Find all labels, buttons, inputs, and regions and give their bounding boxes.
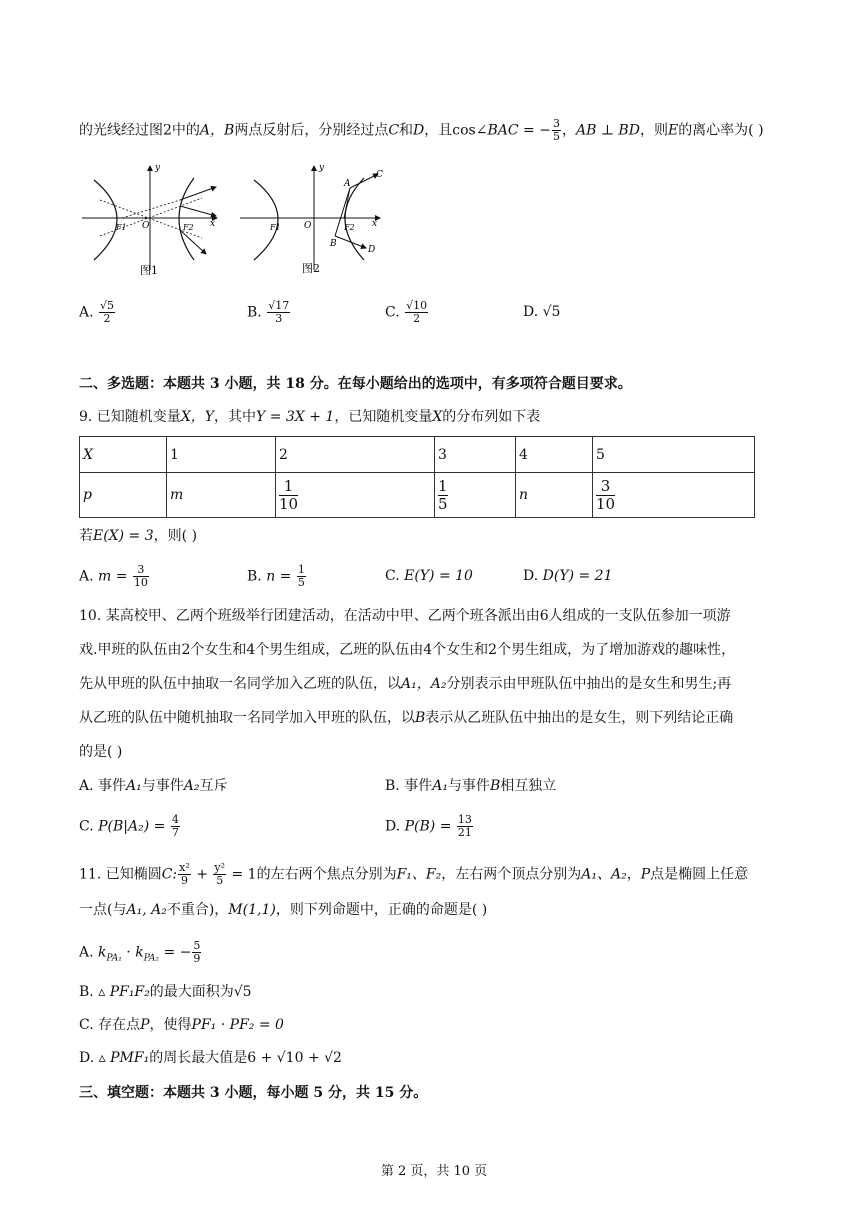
q11-option-a[interactable]: A. $k_{PA_1} \cdot k_{PA_2}$ = − $\frac{5}{9}$	[79, 939, 201, 965]
q10-option-d[interactable]: D. P(B) = $\frac{13}{21}$	[385, 813, 472, 839]
section-3-title: 三、填空题：本题共 3 小题，每小题 5 分，共 15 分。	[79, 1085, 428, 1101]
table-row: p m $\frac{1}{10}$ $\frac{1}{5}$ n $\frac{3}{10}$	[80, 473, 755, 518]
fig1-y-label: y	[155, 163, 161, 173]
q10-line-4: 从乙班的队伍中随机抽取一名同学加入甲班的队伍，以B表示从乙班队伍中抽出的是女生，则下列结论正确	[79, 710, 734, 726]
q9-option-c[interactable]: C. E(Y) = 10	[385, 568, 473, 584]
q8-stem: 的光线经过图2中的A，B两点反射后，分别经过点C和D，且cos∠BAC = − $\frac{3}{5}$ ，AB ⊥ BD，则E的离心率为( )	[79, 117, 764, 143]
q8-option-c[interactable]: C. $\frac{√10}{2}$	[385, 299, 428, 325]
q11-option-c[interactable]: C. 存在点P，使得PF₁ · PF₂ = 0	[79, 1017, 284, 1033]
q10-line-5: 的是( )	[79, 744, 123, 760]
q10-option-b[interactable]: B. 事件A₁与事件B相互独立	[385, 778, 557, 794]
distribution-table	[79, 436, 755, 518]
q11-stem-2: 一点(与A₁, A₂不重合)，M(1,1)，则下列命题中，正确的命题是( )	[79, 902, 488, 918]
q10-option-a[interactable]: A. 事件A₁与事件A₂互斥	[79, 778, 228, 794]
table-row: X 1 2 3 4 5	[80, 437, 755, 473]
q11-option-b[interactable]: B. ▵ PF₁F₂的最大面积为√5	[79, 984, 252, 1000]
q11-option-d[interactable]: D. ▵ PMF₁的周长最大值是6 + √10 + √2	[79, 1050, 342, 1066]
q8-option-b[interactable]: B. $\frac{√17}{3}$	[247, 299, 290, 325]
q9-option-a[interactable]: A. m = $\frac{3}{10}$	[79, 563, 148, 589]
fig2-o-label: O	[304, 221, 312, 231]
fig1-caption: 图1	[140, 264, 158, 277]
fig1-f1-label: F1	[116, 223, 127, 232]
q9-stem: 9. 已知随机变量X，Y，其中Y = 3X + 1，已知随机变量X的分布列如下表	[79, 409, 541, 425]
q11-stem-1: 11. 已知椭圆C: $\frac{\text{x²}}{9}$ + $\frac{\text{y²}}{5}$ = 1的左右两个焦点分别为F₁、F₂，左右两个顶点分别为A₁、A₂，P点是椭圆上任意	[79, 861, 749, 887]
fig2-b-label: B	[330, 239, 337, 249]
q10-line-1: 10. 某高校甲、乙两个班级举行团建活动，在活动中甲、乙两个班各派出由6人组成的一支队伍参加一项游	[79, 608, 731, 624]
fig2-c-label: C	[376, 170, 383, 180]
figure-2	[240, 160, 385, 280]
fig1-o-label: O	[142, 221, 150, 231]
q9-option-b[interactable]: B. n = $\frac{1}{5}$	[247, 563, 305, 589]
q8-option-d[interactable]: D. √5	[523, 304, 561, 320]
q10-line-2: 戏.甲班的队伍由2个女生和4个男生组成，乙班的队伍由4个女生和2个男生组成，为了增加游戏的趣味性，	[79, 642, 736, 658]
page-footer: 第 2 页，共 10 页	[380, 1164, 488, 1179]
fig2-x-label: x	[372, 219, 378, 229]
fig2-caption: 图2	[302, 262, 320, 275]
fig2-a-label: A	[344, 179, 351, 189]
fig2-d-label: D	[368, 245, 376, 255]
q10-option-c[interactable]: C. P(B|A₂) = $\frac{4}{7}$	[79, 813, 179, 839]
fig1-x-label: x	[210, 219, 216, 229]
q10-line-3: 先从甲班的队伍中抽取一名同学加入乙班的队伍，以A₁，A₂分别表示由甲班队伍中抽出的是女生和男生;再	[79, 676, 732, 692]
section-2-title: 二、多选题：本题共 3 小题，共 18 分。在每小题给出的选项中，有多项符合题目要求。	[79, 376, 632, 392]
fig2-y-label: y	[319, 163, 325, 173]
fig2-f1-label: F1	[270, 223, 281, 232]
frac-3-5: $\frac{3}{5}$	[552, 117, 560, 143]
q8-option-a[interactable]: A. $\frac{√5}{2}$	[79, 299, 115, 325]
fig1-f2-label: F2	[183, 223, 194, 232]
q9-condition: 若E(X) = 3，则( )	[79, 528, 198, 544]
figure-1	[82, 160, 222, 280]
q9-option-d[interactable]: D. D(Y) = 21	[523, 568, 613, 584]
fig2-f2-label: F2	[344, 223, 355, 232]
